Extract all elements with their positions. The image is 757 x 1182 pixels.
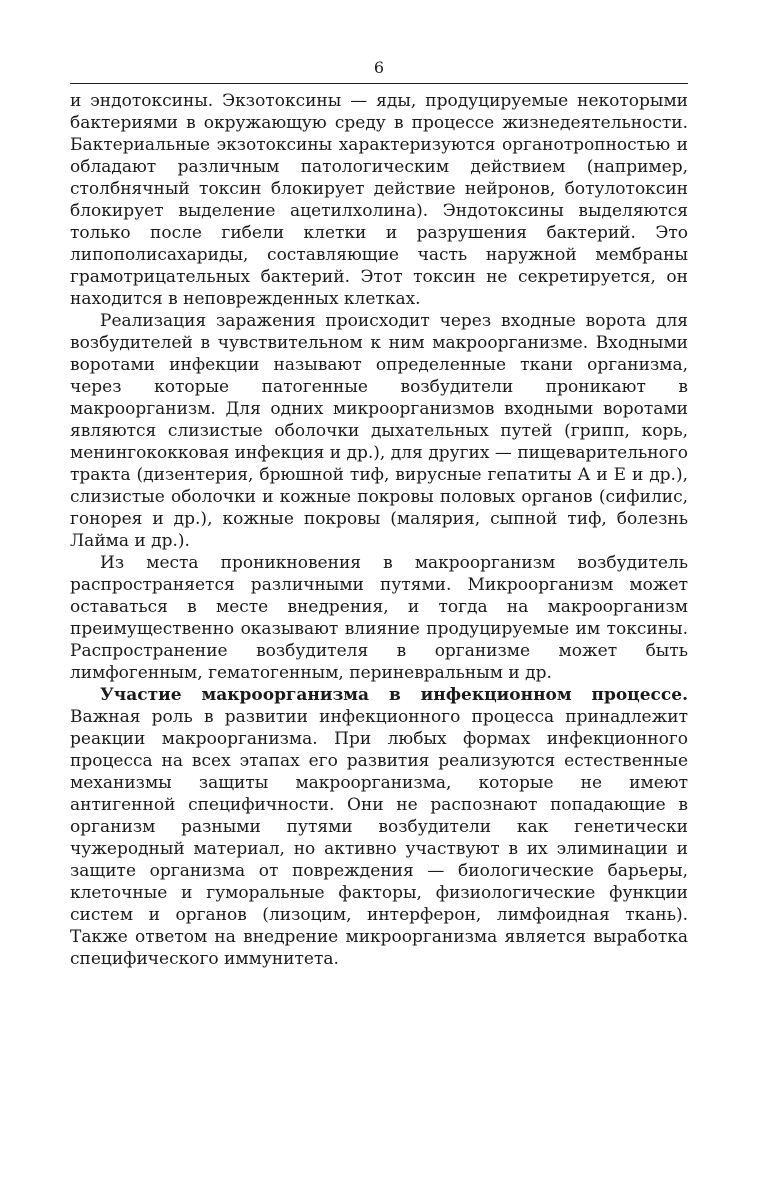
page-number: 6 xyxy=(373,58,385,77)
paragraph-macroorganism xyxy=(70,684,688,970)
header-rule xyxy=(70,83,688,84)
book-page xyxy=(70,58,688,970)
paragraph-macroorganism-text: Важная роль в развитии инфекционного процесса принадлежит реакции макроорганизма. При любых формах инфекционного процесса на всех этапах его развития реализуются естественные механизмы защиты макроорганизма, которые не имеют антигенной специфичности. Они не распознают попадающие в организм разными путями возбудители как генетически чужеродный материал, но активно участвуют в их элиминации и защите организма от повреждения — биологические барьеры, клеточные и гуморальные факторы, физиологические функции систем и органов (лизоцим, интерферон, лимфоидная ткань). Также ответом на внедрение микроорганизма является выработка специфического иммунитета. xyxy=(70,707,688,969)
paragraph-toxins: и эндотоксины. Экзотоксины — яды, продуцируемые некоторыми бактериями в окружающую среду в процессе жизнедеятельности. Бактериальные экзотоксины характеризуются органотропностью и обладают различным патологическим действием (например, столбнячный токсин блокирует действие нейронов, ботулотоксин блокирует выделение ацетилхолина). Эндотоксины выделяются только после гибели клетки и разрушения бактерий. Это липополисахариды, составляющие часть наружной мембраны грамотрицательных бактерий. Этот токсин не секретируется, он находится в неповрежденных клетках. xyxy=(70,91,688,309)
paragraph-entry-gates: Реализация заражения происходит через входные ворота для возбудителей в чувствительном к ним макроорганизме. Входными воротами инфекции называют определенные ткани организма, через которые патогенные возбудители проникают в макроорганизм. Для одних микроорганизмов входными воротами являются слизистые оболочки дыхательных путей (грипп, корь, менингококковая инфекция и др.), для других — пищеварительного тракта (дизентерия, брюшной тиф, вирусные гепатиты А и Е и др.), слизистые оболочки и кожные покровы половых органов (сифилис, гонорея и др.), кожные покровы (малярия, сыпной тиф, болезнь Лайма и др.). xyxy=(70,311,688,551)
page-body xyxy=(70,90,688,970)
section-heading-macroorganism: Участие макроорганизма в инфекционном процессе. xyxy=(100,685,688,705)
paragraph-spread: Из места проникновения в макроорганизм возбудитель распространяется различными путями. Микроорганизм может оставаться в месте внедрения, и тогда на макроорганизм преимущественно оказывают влияние продуцируемые им токсины. Распространение возбудителя в организме может быть лимфогенным, гематогенным, периневральным и др. xyxy=(70,553,688,683)
